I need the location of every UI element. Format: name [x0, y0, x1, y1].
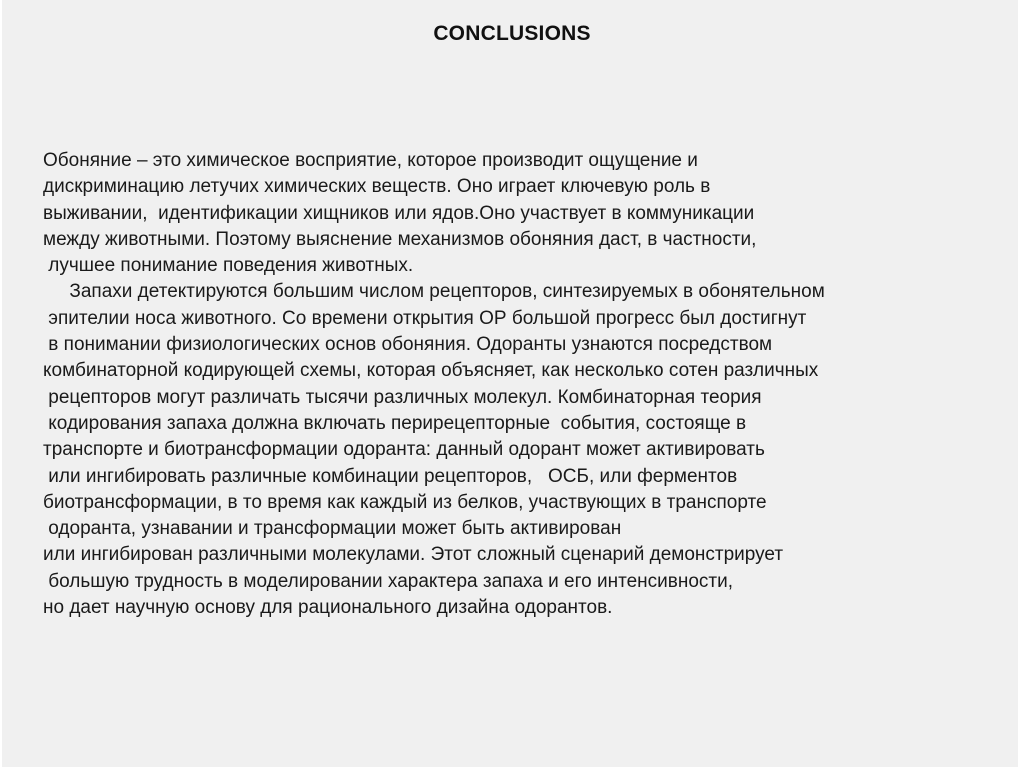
text-line: большую трудность в моделировании характера запаха и его интенсивности,: [43, 570, 733, 592]
text-line: но дает научную основу для рационального дизайна одорантов.: [43, 597, 613, 619]
text-line: биотрансформации, в то время как каждый из белков, участвующих в транспорте: [43, 491, 767, 513]
text-line: кодирования запаха должна включать перирецепторные события, состояще в: [43, 412, 747, 434]
text-line: транспорте и биотрансформации одоранта: данный одорант может активировать: [43, 439, 765, 461]
text-line: одоранта, узнавании и трансформации может быть активирован: [43, 518, 622, 540]
slide-title: CONCLUSIONS: [433, 22, 591, 45]
text-line: между животными. Поэтому выяснение механизмов обоняния даст, в частности,: [43, 228, 757, 250]
text-line: лучшее понимание поведения животных.: [43, 255, 414, 277]
text-line: комбинаторной кодирующей схемы, которая объясняет, как несколько сотен различных: [43, 360, 819, 382]
text-line: в понимании физиологических основ обоняния. Одоранты узнаются посредством: [43, 334, 773, 356]
slide-right-border: [1018, 0, 1024, 767]
text-line: рецепторов могут различать тысячи различных молекул. Комбинаторная теория: [43, 386, 762, 408]
slide-left-border: [0, 0, 2, 767]
text-line: Обоняние – это химическое восприятие, которое производит ощущение и: [43, 150, 698, 171]
text-line: дискриминацию летучих химических веществ. Оно играет ключевую роль в: [43, 176, 711, 198]
text-line: Запахи детектируются большим числом рецепторов, синтезируемых в обонятельном: [43, 281, 825, 303]
text-line: выживании, идентификации хищников или ядов.Оно участвует в коммуникации: [43, 202, 755, 224]
text-line: эпителии носа животного. Со времени открытия ОР большой прогресс был достигнут: [43, 307, 807, 329]
conclusions-body: [43, 148, 1003, 621]
text-line: или ингибирован различными молекулами. Этот сложный сценарий демонстрирует: [43, 544, 784, 566]
text-line: или ингибировать различные комбинации рецепторов, ОСБ, или ферментов: [43, 465, 738, 487]
